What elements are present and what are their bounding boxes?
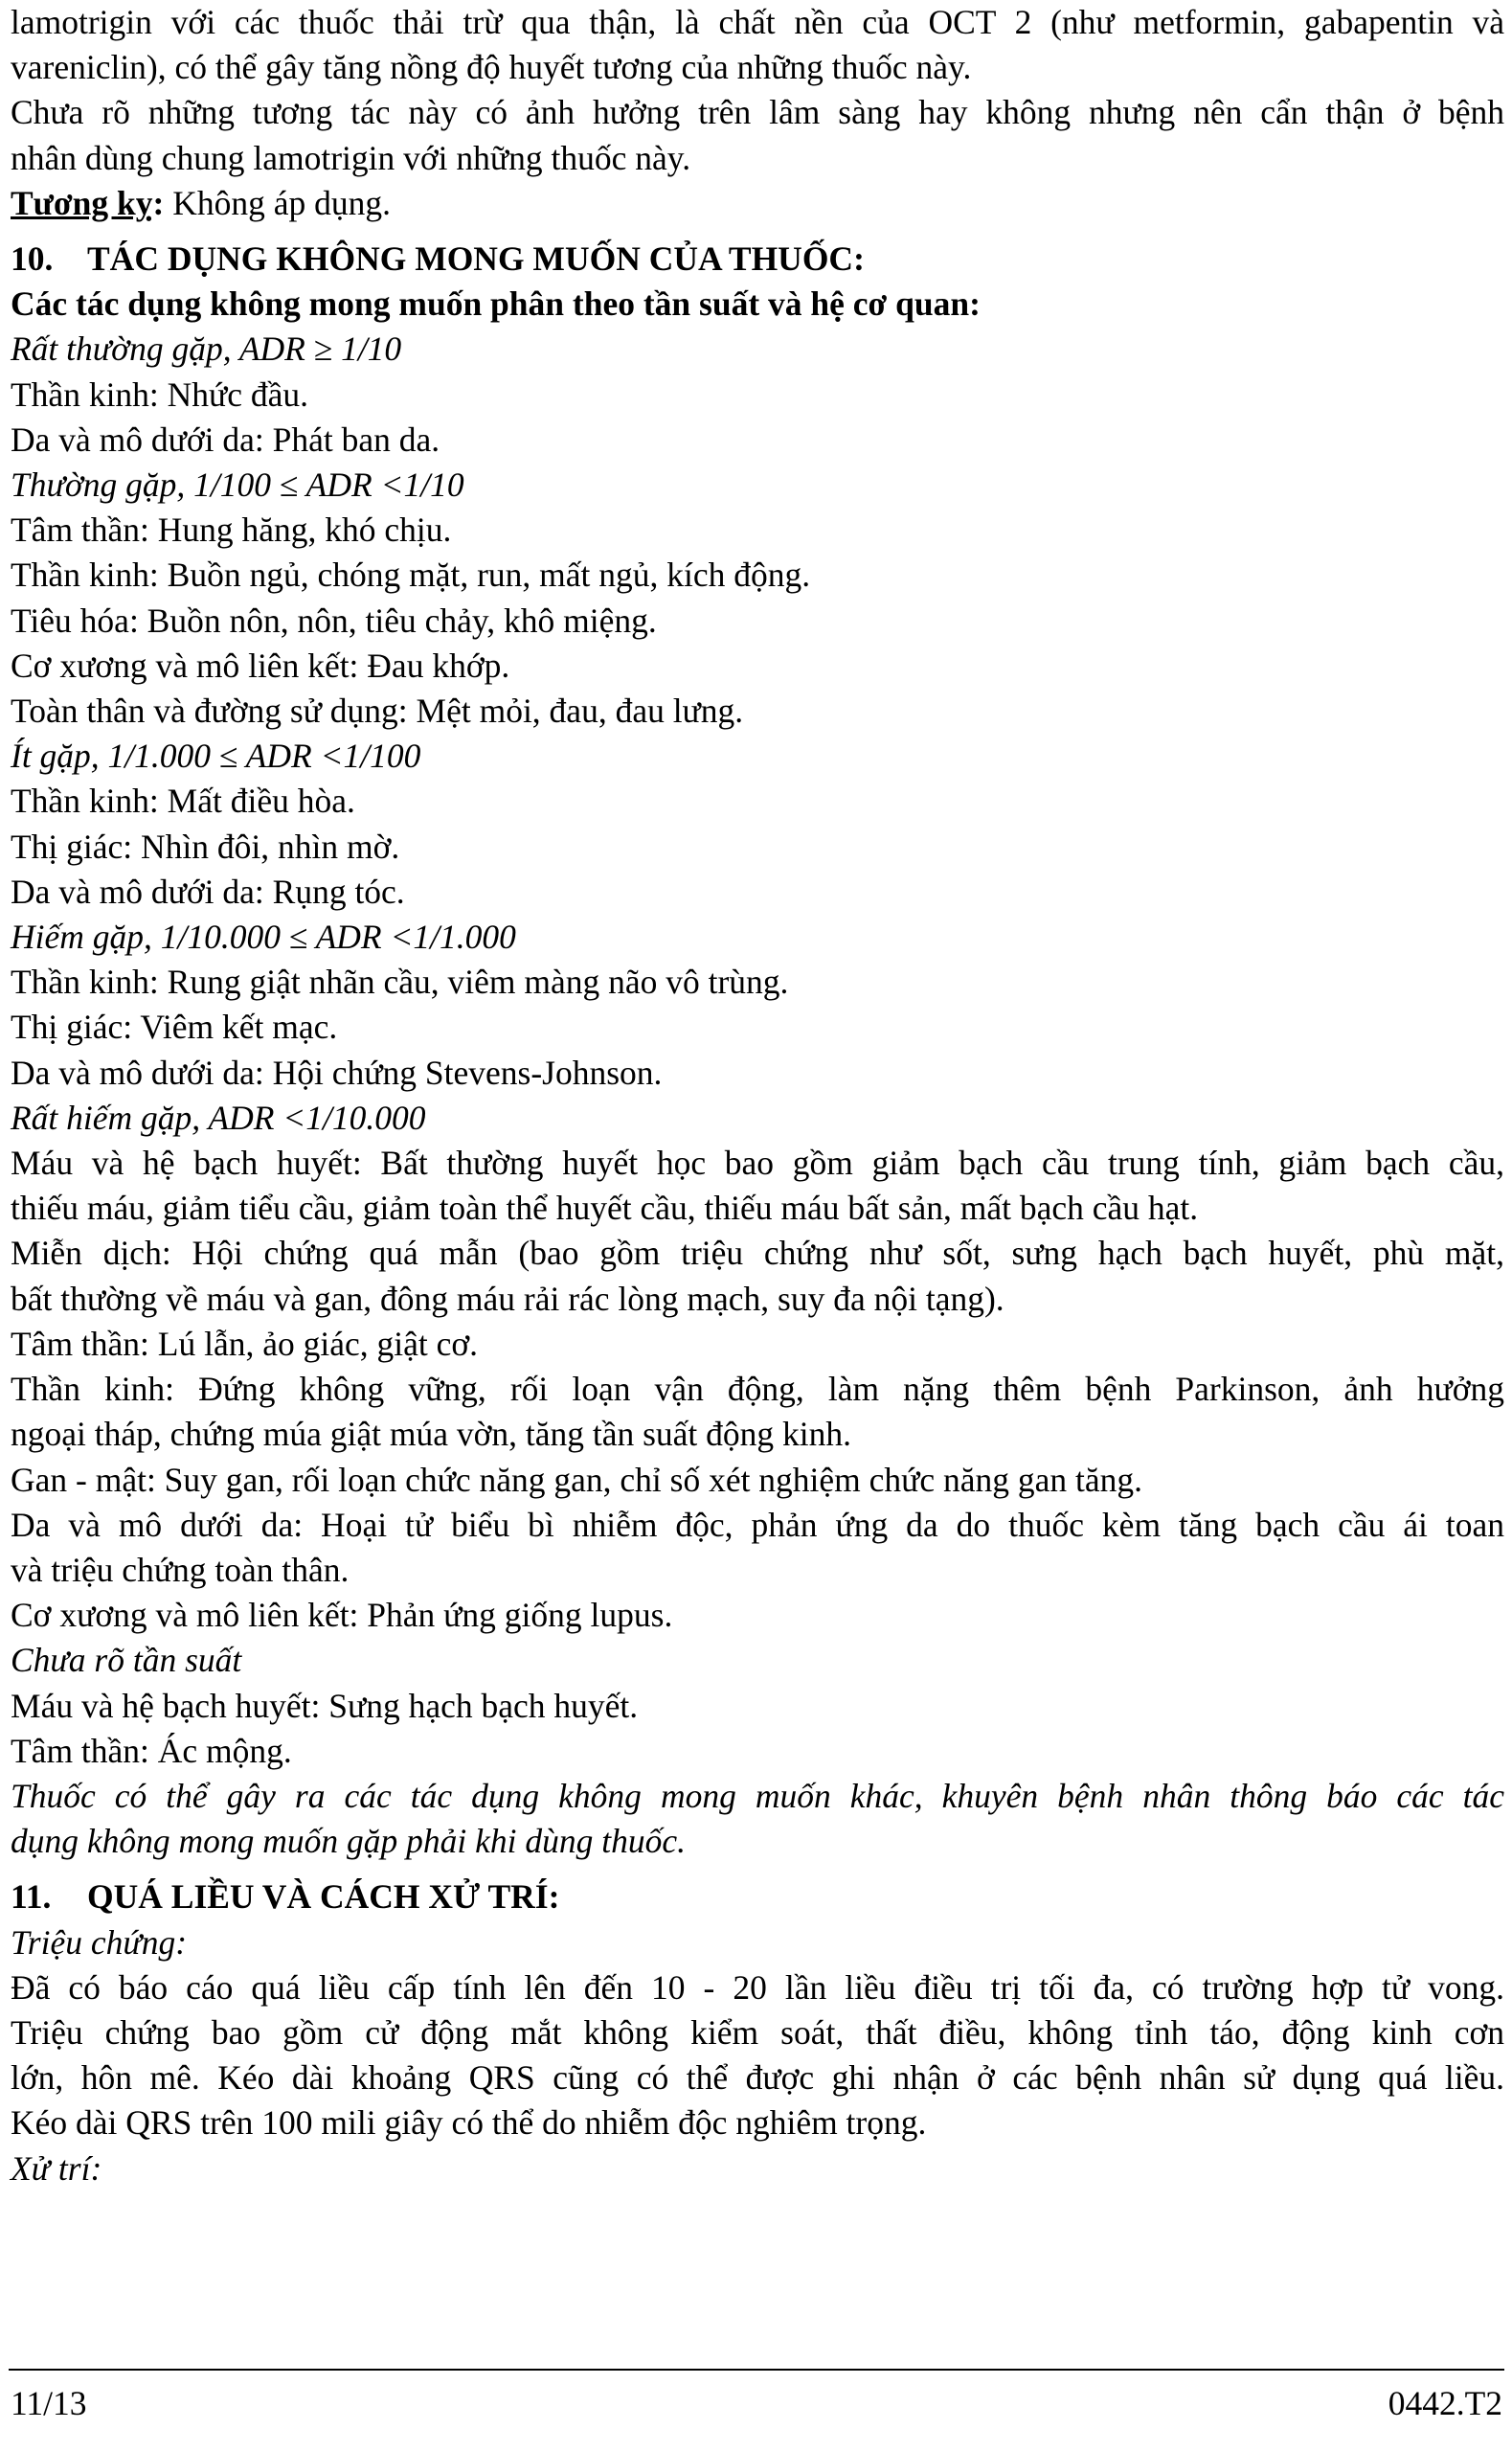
text-line: Thần kinh: Nhức đầu. [11,375,309,414]
text-line: Thần kinh: Buồn ngủ, chóng mặt, run, mất ngủ, kích động. [11,556,811,595]
text-line: Thị giác: Viêm kết mạc. [11,1008,338,1047]
text-line: Thần kinh: Mất điều hòa. [11,782,355,821]
italic-line: Rất thường gặp, ADR ≥ 1/10 [11,329,402,369]
document-page [11,0,1504,2191]
text-line: Thần kinh: Rung giật nhãn cầu, viêm màng não vô trùng. [11,963,789,1002]
italic-line: Rất hiếm gặp, ADR <1/10.000 [11,1098,426,1137]
text-line: lớn, hôn mê. Kéo dài khoảng QRS cũng có thể được ghi nhận ở các bệnh nhân sử dụng quá liều. [11,2058,1504,2098]
text-line: Kéo dài QRS trên 100 mili giây có thể do nhiễm độc nghiêm trọng. [11,2103,927,2143]
text-line: Da và mô dưới da: Hội chứng Stevens-Johnson. [11,1053,663,1092]
incompatibility-line [11,181,1504,226]
text-line: Triệu chứng bao gồm cử động mắt không kiểm soát, thất điều, không tỉnh táo, động kinh cơn [11,2012,1504,2052]
text-line: Thị giác: Nhìn đôi, nhìn mờ. [11,827,400,866]
text-line: Đã có báo cáo quá liều cấp tính lên đến 10 - 20 lần liều điều trị tối đa, có trường hợp tử vong. [11,1967,1504,2007]
intro-line: lamotrigin với các thuốc thải trừ qua thận, là chất nền của OCT 2 (như metformin, gabapentin và [11,3,1504,41]
section-11-heading [11,1874,1504,1919]
footer-divider [9,2369,1504,2371]
intro-line: Chưa rõ những tương tác này có ảnh hưởng trên lâm sàng hay không nhưng nên cẩn thận ở bệnh [11,93,1504,132]
text-line: ngoại tháp, chứng múa giật múa vờn, tăng tần suất động kinh. [11,1415,852,1454]
italic-line: Triệu chứng: [11,1922,188,1962]
text-line: Da và mô dưới da: Rụng tóc. [11,872,405,911]
section-10-heading [11,237,1504,282]
overdose-text [11,1920,1504,2191]
incompatibility-colon: : [152,183,165,222]
italic-line: dụng không mong muốn gặp phải khi dùng thuốc. [11,1822,687,1861]
incompatibility-label: Tương kỵ [11,183,153,222]
section-number: 11. [11,1877,52,1917]
text-line: Máu và hệ bạch huyết: Bất thường huyết học bao gồm giảm bạch cầu trung tính, giảm bạch cầu, [11,1144,1504,1183]
section-title: TÁC DỤNG KHÔNG MONG MUỐN CỦA THUỐC: [87,239,865,279]
italic-line: Chưa rõ tần suất [11,1641,242,1680]
italic-line: Thuốc có thể gây ra các tác dụng không mong muốn khác, khuyên bệnh nhân thông báo các tác [11,1776,1504,1815]
text-line: Cơ xương và mô liên kết: Đau khớp. [11,646,510,685]
intro-line: vareniclin), có thể gây tăng nồng độ huyết tương của những thuốc này. [11,48,972,87]
text-line: Tâm thần: Ác mộng. [11,1731,292,1770]
text-line: Da và mô dưới da: Phát ban da. [11,420,440,459]
italic-line: Thường gặp, 1/100 ≤ ADR <1/10 [11,465,464,505]
text-line: Da và mô dưới da: Hoại tử biểu bì nhiễm độc, phản ứng da do thuốc kèm tăng bạch cầu ái toan [11,1505,1504,1544]
text-line: Tiêu hóa: Buồn nôn, nôn, tiêu chảy, khô miệng. [11,601,657,640]
text-line: Toàn thân và đường sử dụng: Mệt mỏi, đau, đau lưng. [11,692,744,731]
adverse-effects-list [11,327,1504,1864]
text-line: Cơ xương và mô liên kết: Phản ứng giống lupus. [11,1596,673,1635]
italic-line: Xử trí: [11,2148,102,2188]
text-line: Tâm thần: Lú lẫn, ảo giác, giật cơ. [11,1324,478,1363]
italic-line: Hiếm gặp, 1/10.000 ≤ ADR <1/1.000 [11,918,516,957]
text-line: Thần kinh: Đứng không vững, rối loạn vận động, làm nặng thêm bệnh Parkinson, ảnh hưởng [11,1370,1504,1409]
section-number: 10. [11,239,54,279]
text-line: thiếu máu, giảm tiểu cầu, giảm toàn thể huyết cầu, thiếu máu bất sản, mất bạch cầu hạt. [11,1189,1199,1228]
text-line: bất thường về máu và gan, đông máu rải rác lòng mạch, suy đa nội tạng). [11,1279,1004,1318]
italic-line: Ít gặp, 1/1.000 ≤ ADR <1/100 [11,737,421,776]
text-line: Máu và hệ bạch huyết: Sưng hạch bạch huyết. [11,1686,639,1725]
intro-line: nhân dùng chung lamotrigin với những thuốc này. [11,138,691,177]
text-line: Tâm thần: Hung hăng, khó chịu. [11,511,452,550]
text-line: Gan - mật: Suy gan, rối loạn chức năng gan, chỉ số xét nghiệm chức năng gan tăng. [11,1460,1143,1499]
text-line: và triệu chứng toàn thân. [11,1550,350,1589]
section-10-subtitle: Các tác dụng không mong muốn phân theo tần suất và hệ cơ quan: [11,284,981,324]
text-line: Miễn dịch: Hội chứng quá mẫn (bao gồm triệu chứng như sốt, sưng hạch bạch huyết, phù mặt, [11,1234,1504,1273]
document-code: 0442.T2 [1388,2384,1502,2422]
page-number: 11/13 [11,2384,87,2422]
incompatibility-text: Không áp dụng. [164,183,391,222]
section-title: QUÁ LIỀU VÀ CÁCH XỬ TRÍ: [87,1877,560,1917]
